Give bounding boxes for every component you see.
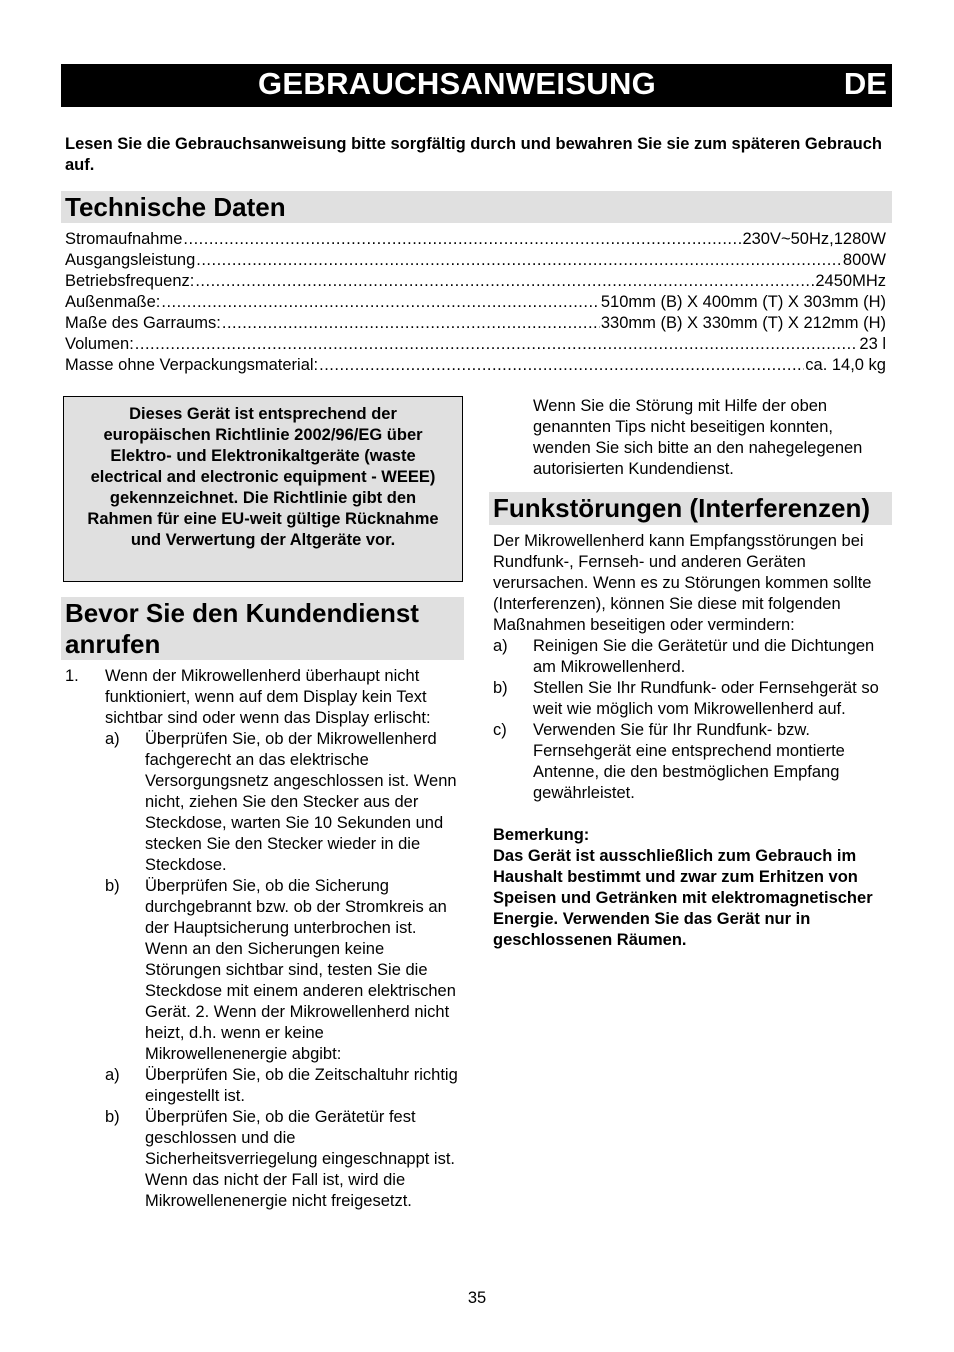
spec-value: 2450MHz [815, 272, 886, 290]
list-item-text: Überprüfen Sie, ob die Sicherung durchgebrannt bzw. ob der Stromkreis an der Hauptsicherung unterbrochen ist. Wenn an den Sicherungen keine Störungen sichtbar sind, testen Sie die Steckdose mit einem anderen elektrischen Gerät. 2. Wenn der Mikrowellenherd nicht heizt, d.h. wenn er keine Mikrowellenenergie abgibt: [145, 877, 456, 1063]
list-item-text: Wenn der Mikrowellenherd überhaupt nicht funktioniert, wenn auf dem Display kein Text sichtbar sind oder wenn das Display erlischt: [105, 667, 431, 727]
list-item-text: Überprüfen Sie, ob die Gerätetür fest geschlossen und die Sicherheitsverriegelung eingeschnappt ist. Wenn das nicht der Fall ist, wird die Mikrowellenenergie nicht freigesetzt. [145, 1108, 456, 1210]
spec-value: 800W [842, 251, 886, 269]
language-code: DE [843, 66, 887, 101]
spec-label: Betriebsfrequenz: [65, 272, 195, 290]
interference-heading-label: Funkstörungen (Interferenzen) [493, 493, 871, 523]
intro-text: Lesen Sie die Gebrauchsanweisung bitte sorgfältig durch und bewahren Sie sie zum späteren Gebrauch auf. [65, 135, 882, 174]
leader-dots [319, 355, 804, 376]
list-marker: b) [105, 877, 120, 895]
list-item-text: Verwenden Sie für Ihr Rundfunk- bzw. Fernsehgerät eine entsprechend montierte Antenne, die den bestmöglichen Empfang gewährleistet. [533, 721, 845, 802]
sub-list-item [105, 1107, 460, 1212]
service-closing-text: Wenn Sie die Störung mit Hilfe der oben genannten Tips nicht beseitigen konnten, wenden Sie sich bitte an den nahegelegenen autorisierten Kundendienst. [533, 397, 863, 478]
leader-dots [135, 334, 859, 355]
spec-label: Außenmaße: [65, 293, 161, 311]
leader-dots [196, 250, 842, 271]
list-marker: b) [493, 679, 508, 697]
remark-title: Bemerkung: [493, 826, 590, 844]
sub-list-item [105, 1065, 460, 1107]
list-item-text: Überprüfen Sie, ob die Zeitschaltuhr richtig eingestellt ist. [145, 1066, 458, 1105]
spec-label: Masse ohne Verpackungsmaterial: [65, 356, 319, 374]
list-item-text: Überprüfen Sie, ob der Mikrowellenherd fachgerecht an das elektrische Versorgungsnetz angeschlossen ist. Wenn nicht, ziehen Sie den Stecker aus der Steckdose, warten Sie 10 Sekunden und stecken Sie den Stecker wieder in die Steckdose. [145, 730, 457, 874]
spec-row [65, 355, 886, 376]
weee-notice-box [63, 396, 463, 582]
service-heading-line1: Bevor Sie den Kundendienst [65, 598, 419, 628]
interference-section [493, 531, 885, 951]
list-item [65, 666, 460, 1212]
spec-value: 23 l [859, 335, 886, 353]
list-marker: a) [493, 637, 508, 655]
title-bar [61, 64, 892, 107]
service-heading [61, 597, 464, 660]
list-item-text: Stellen Sie Ihr Rundfunk- oder Fernsehgerät so weit wie möglich vom Mikrowellenherd auf. [533, 679, 879, 718]
spec-value: 330mm (B) X 330mm (T) X 212mm (H) [600, 314, 886, 332]
tech-specs-list [65, 229, 886, 376]
interference-heading [489, 492, 892, 525]
list-marker: a) [105, 730, 120, 748]
leader-dots [183, 229, 741, 250]
page-number: 35 [467, 1289, 487, 1307]
service-list [65, 666, 460, 1212]
leader-dots [195, 271, 814, 292]
list-item [493, 678, 885, 720]
spacer [493, 804, 885, 825]
spec-label: Stromaufnahme [65, 230, 183, 248]
service-heading-line2: anrufen [65, 629, 161, 659]
tech-heading-label: Technische Daten [65, 192, 286, 222]
spec-row [65, 229, 886, 250]
leader-dots [161, 292, 600, 313]
spec-row [65, 292, 886, 313]
list-item-text: Reinigen Sie die Gerätetür und die Dichtungen am Mikrowellenherd. [533, 637, 875, 676]
spec-label: Volumen: [65, 335, 134, 353]
spec-value: 510mm (B) X 400mm (T) X 303mm (H) [600, 293, 886, 311]
spec-value: ca. 14,0 kg [805, 356, 886, 374]
interference-intro: Der Mikrowellenherd kann Empfangsstörungen bei Rundfunk-, Fernseh- und anderen Geräten verursachen. Wenn es zu Störungen kommen sollte (Interferenzen), können Sie diese mit folgenden Maßnahmen beseitigen oder vermindern: [493, 532, 872, 634]
page-title: GEBRAUCHSANWEISUNG [258, 66, 657, 101]
list-marker: a) [105, 1066, 120, 1084]
list-marker: c) [493, 721, 507, 739]
spec-row [65, 271, 886, 292]
spec-value: 230V~50Hz,1280W [742, 230, 886, 248]
spec-row [65, 313, 886, 334]
list-marker: 1. [65, 667, 79, 685]
remark-text: Das Gerät ist ausschließlich zum Gebrauch im Haushalt bestimmt und zwar zum Erhitzen von Speisen und Getränken mit elektromagnetischer Energie. Verwenden Sie das Gerät nur in geschlossenen Räumen. [493, 847, 873, 949]
spec-label: Maße des Garraums: [65, 314, 221, 332]
leader-dots [222, 313, 600, 334]
list-item [493, 720, 885, 804]
spec-row [65, 250, 886, 271]
sub-list-item [105, 876, 460, 1065]
list-item [493, 636, 885, 678]
sub-list-item [105, 729, 460, 876]
spec-label: Ausgangsleistung [65, 251, 196, 269]
list-marker: b) [105, 1108, 120, 1126]
spec-row [65, 334, 886, 355]
weee-notice-text: Dieses Gerät ist entsprechend der europäischen Richtlinie 2002/96/EG über Elektro- und Elektronikaltgeräte (waste electrical and electronic equipment - WEEE) gekennzeichnet. Die Richtlinie gibt den Rahmen für eine EU-weit gültige Rücknahme und Verwertung der Altgeräte vor. [87, 405, 439, 549]
tech-heading [61, 191, 892, 223]
